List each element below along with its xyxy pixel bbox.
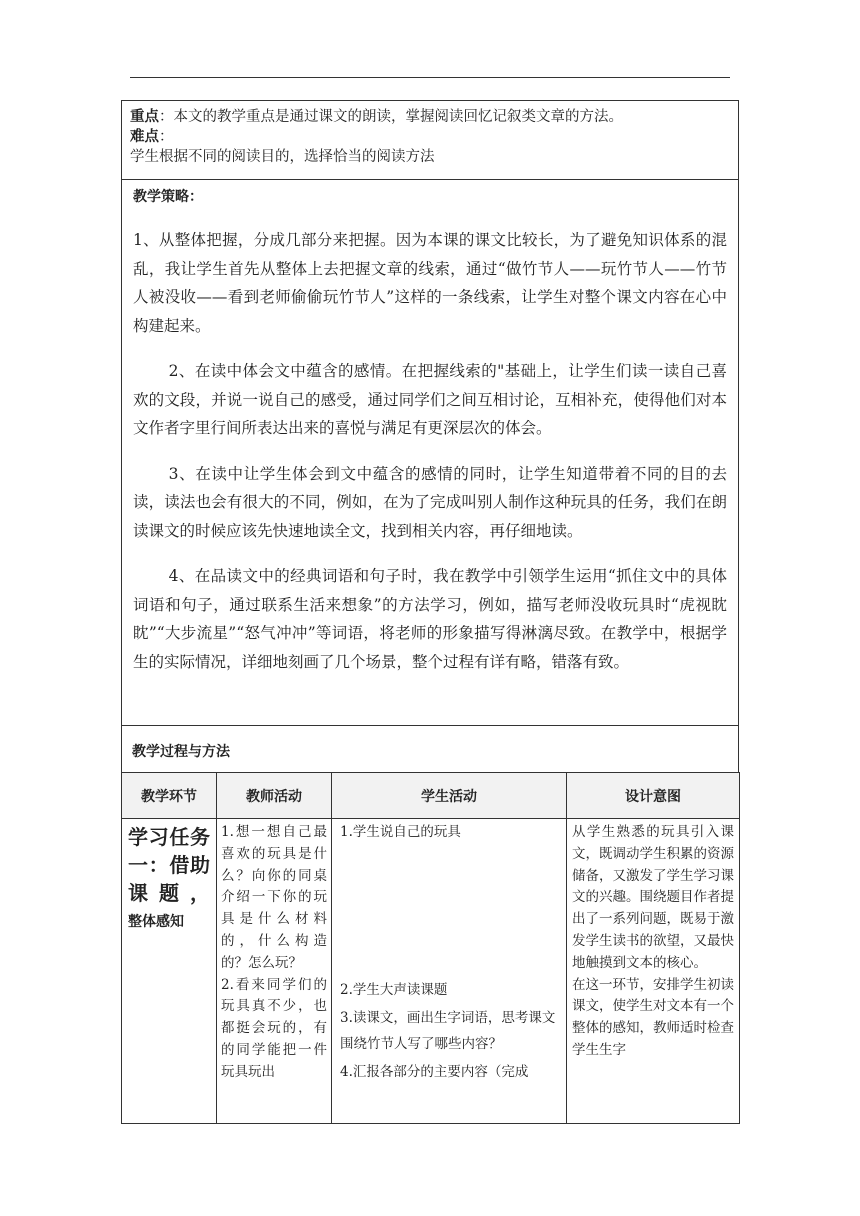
header-student-activity: 学生活动 bbox=[332, 773, 567, 819]
stage-cell bbox=[122, 819, 217, 1124]
strategy-paragraph-3: 3、在读中让学生体会到文中蕴含的感情的同时，让学生知道带着不同的目的去读，读法也会有很大的不同，例如，在为了完成叫别人制作这种玩具的任务，我们在朗读课文的时候应该先快速地读全文，找到相关内容，再仔细地读。 bbox=[133, 464, 727, 540]
strategy-paragraph-1: 1、从整体把握，分成几部分来把握。因为本课的课文比较长，为了避免知识体系的混乱，我让学生首先从整体上去把握文章的线索，通过“做竹节人——玩竹节人——竹节人被没收——看到老师偷偷玩竹节人”这样的一条线索，让学生对整个课文内容在心中构建起来。 bbox=[133, 231, 727, 335]
header-rule bbox=[130, 77, 730, 78]
focus-difficulty-section bbox=[121, 100, 739, 180]
teaching-strategy-section bbox=[121, 179, 739, 726]
stage-subtitle: 整体感知 bbox=[128, 914, 184, 930]
process-heading-section bbox=[121, 725, 739, 773]
table-row bbox=[122, 819, 740, 1124]
strategy-paragraph-4: 4、在品读文中的经典词语和句子时，我在教学中引领学生运用“抓住文中的具体词语和句子，通过联系生活来想象”的方法学习，例如，描写老师没收玩具时“虎视眈眈”“大步流星”“怒气冲冲”等词语，将老师的形象描写得淋漓尽致。在教学中，根据学生的实际情况，详细地刻画了几个场景，整个过程有详有略，错落有致。 bbox=[133, 567, 727, 671]
process-heading: 教学过程与方法 bbox=[132, 744, 230, 760]
table-header-row bbox=[122, 773, 740, 819]
student-activity-cell bbox=[332, 819, 567, 1124]
teacher-activity-cell bbox=[217, 819, 332, 1124]
student-activity-1: 1.学生说自己的玩具 bbox=[340, 824, 461, 840]
difficulty-detail: 学生根据不同的阅读目的，选择恰当的阅读方法 bbox=[130, 149, 435, 165]
teacher-activity-text: 1.想一想自己最喜欢的玩具是什么？向你的同桌介绍一下你的玩具是什么材料的，什么构造的？怎么玩？ 2.看来同学们的玩具真不少，也都挺会玩的，有的同学能把一件玩具玩出 bbox=[221, 824, 327, 1080]
student-activity-4: 4.汇报各部分的主要内容（完成 bbox=[340, 1064, 529, 1080]
header-stage: 教学环节 bbox=[122, 773, 217, 819]
difficulty-line bbox=[130, 127, 730, 147]
student-activity-3: 3.读课文，画出生字词语，思考课文围绕竹节人写了哪些内容？ bbox=[340, 1010, 556, 1052]
header-teacher-activity: 教师活动 bbox=[217, 773, 332, 819]
key-point-text: ：本文的教学重点是通过课文的朗读，掌握阅读回忆记叙类文章的方法。 bbox=[159, 109, 623, 125]
header-design-intent: 设计意图 bbox=[567, 773, 740, 819]
difficulty-colon: ： bbox=[159, 129, 174, 145]
student-activity-2: 2.学生大声读课题 bbox=[340, 982, 448, 998]
strategy-heading: 教学策略： bbox=[133, 189, 203, 205]
stage-title: 学习任务一：借助课题， bbox=[128, 825, 210, 905]
key-point-label: 重点 bbox=[130, 109, 159, 125]
design-intent-cell bbox=[567, 819, 740, 1124]
strategy-paragraph-2: 2、在读中体会文中蕴含的感情。在把握线索的"基础上，让学生们读一读自己喜欢的文段，并说一说自己的感受，通过同学们之间互相讨论，互相补充，使得他们对本文作者字里行间所表达出来的喜悦与满足有更深层次的体会。 bbox=[133, 362, 727, 437]
design-intent-text: 从学生熟悉的玩具引入课文，既调动学生积累的资源储备，又激发了学生学习课文的兴趣。围绕题目作者提出了一系列问题，既易于激发学生读书的欲望，又最快地触摸到文本的核心。 在这一环节，安排学生初读课文，使学生对文本有一个整体的感知，教师适时检查学生生字 bbox=[572, 824, 734, 1058]
process-table bbox=[121, 772, 740, 1124]
difficulty-label: 难点 bbox=[130, 129, 159, 145]
key-point-line bbox=[130, 107, 730, 127]
